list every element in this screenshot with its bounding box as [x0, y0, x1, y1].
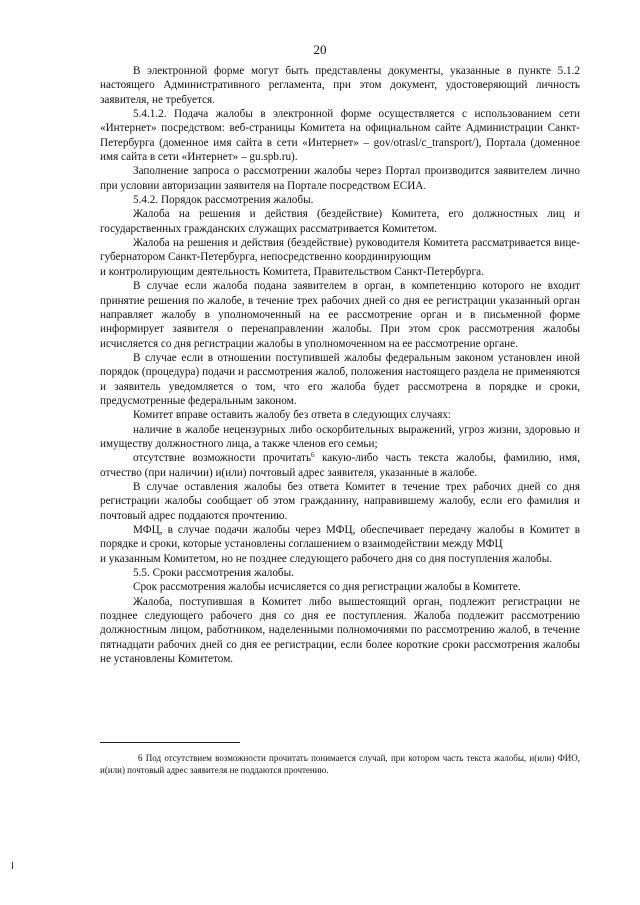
- paragraph: 5.4.1.2. Подача жалобы в электронной форме осуществляется с использованием сети «Интернет» посредством: веб-страницы Комитета на официальном сайте Администрации Санкт-Петербурга (доменное имя сайта в сети «Интернет» – gov/otrasl/c_transport/), Портала (доменное имя сайта в сети «Интернет» – gu.spb.ru).: [100, 108, 580, 164]
- page-number: 20: [313, 42, 327, 57]
- footnote-divider: [100, 742, 240, 743]
- list-item-with-footnote: [100, 451, 580, 480]
- footnote: 6 Под отсутствием возможности прочитать понимается случай, при котором часть текста жалобы, и(или) ФИО, и(или) почтовый адрес заявителя не поддаются прочтению.: [100, 753, 580, 775]
- section-heading: 5.4.2. Порядок рассмотрения жалобы.: [133, 194, 314, 207]
- paragraph: Жалоба, поступившая в Комитет либо вышестоящий орган, подлежит регистрации не позднее следующего рабочего дня со дня ее поступления. Жалоба подлежит рассмотрению должностным лицом, работником, наделенными полномочиями по рассмотрению жалоб, в течение пятнадцати рабочих дней со дня ее регистрации, если более короткие сроки рассмотрения жалобы не установлены Комитетом.: [100, 595, 580, 666]
- paragraph: и указанным Комитетом, но не позднее следующего рабочего дня со дня поступления жалобы.: [100, 552, 553, 565]
- paragraph: Срок рассмотрения жалобы исчисляется со дня регистрации жалобы в Комитете.: [133, 581, 521, 594]
- text-span: какую-либо часть текста жалобы, фамилию, имя, отчество (при наличии) и(или) почтовый адрес заявителя, указанные в жалобе.: [100, 452, 580, 479]
- document-body: [100, 64, 580, 666]
- paragraph: В случае если в отношении поступившей жалобы федеральным законом установлен иной порядок (процедура) подачи и рассмотрения жалоб, положения настоящего раздела не применяются и заявитель уведомляется о том, что его жалоба будет рассмотрена в порядке и сроки, предусмотренные федеральным законом.: [100, 351, 580, 407]
- paragraph: В случае оставления жалобы без ответа Комитет в течение трех рабочих дней со дня регистрации жалобы сообщает об этом гражданину, направившему жалобу, если его фамилия и почтовый адрес поддаются прочтению.: [100, 480, 580, 522]
- section-heading: 5.5. Сроки рассмотрения жалобы.: [133, 567, 294, 580]
- paragraph: Жалоба на решения и действия (бездействие) руководителя Комитета рассматривается вице-губернатором Санкт-Петербурга, непосредственно координирующим: [100, 237, 580, 264]
- paragraph: МФЦ, в случае подачи жалобы через МФЦ, обеспечивает передачу жалобы в Комитет в порядке и сроки, которые установлены соглашением о взаимодействии между МФЦ: [100, 524, 580, 551]
- paragraph: и контролирующим деятельность Комитета, Правительством Санкт-Петербурга.: [100, 265, 484, 278]
- paragraph: В электронной форме могут быть представлены документы, указанные в пункте 5.1.2 настоящего Административного регламента, при этом документ, удостоверяющий личность заявителя, не требуется.: [100, 65, 580, 106]
- list-item: наличие в жалобе нецензурных либо оскорбительных выражений, угроз жизни, здоровью и имуществу должностного лица, а также членов его семьи;: [100, 423, 580, 450]
- footnote-reference[interactable]: 6: [311, 451, 315, 460]
- paragraph: Комитет вправе оставить жалобу без ответа в следующих случаях:: [133, 409, 452, 422]
- scan-mark: [12, 862, 13, 869]
- text-span: отсутствие возможности прочитать: [133, 452, 312, 465]
- paragraph: Заполнение запроса о рассмотрении жалобы через Портал производится заявителем лично при условии авторизации заявителя на Портале посредством ЕСИА.: [100, 165, 580, 192]
- paragraph: Жалоба на решения и действия (бездействие) Комитета, его должностных лиц и государственных гражданских служащих рассматривается Комитетом.: [100, 208, 580, 235]
- paragraph: В случае если жалоба подана заявителем в орган, в компетенцию которого не входит принятие решения по жалобе, в течение трех рабочих дней со дня ее регистрации указанный орган направляет жалобу в уполномоченный на ее рассмотрение орган и в письменной форме информирует заявителя о перенаправлении жалобы. При этом срок рассмотрения жалобы исчисляется со дня регистрации жалобы в уполномоченном на ее рассмотрение органе.: [100, 280, 580, 350]
